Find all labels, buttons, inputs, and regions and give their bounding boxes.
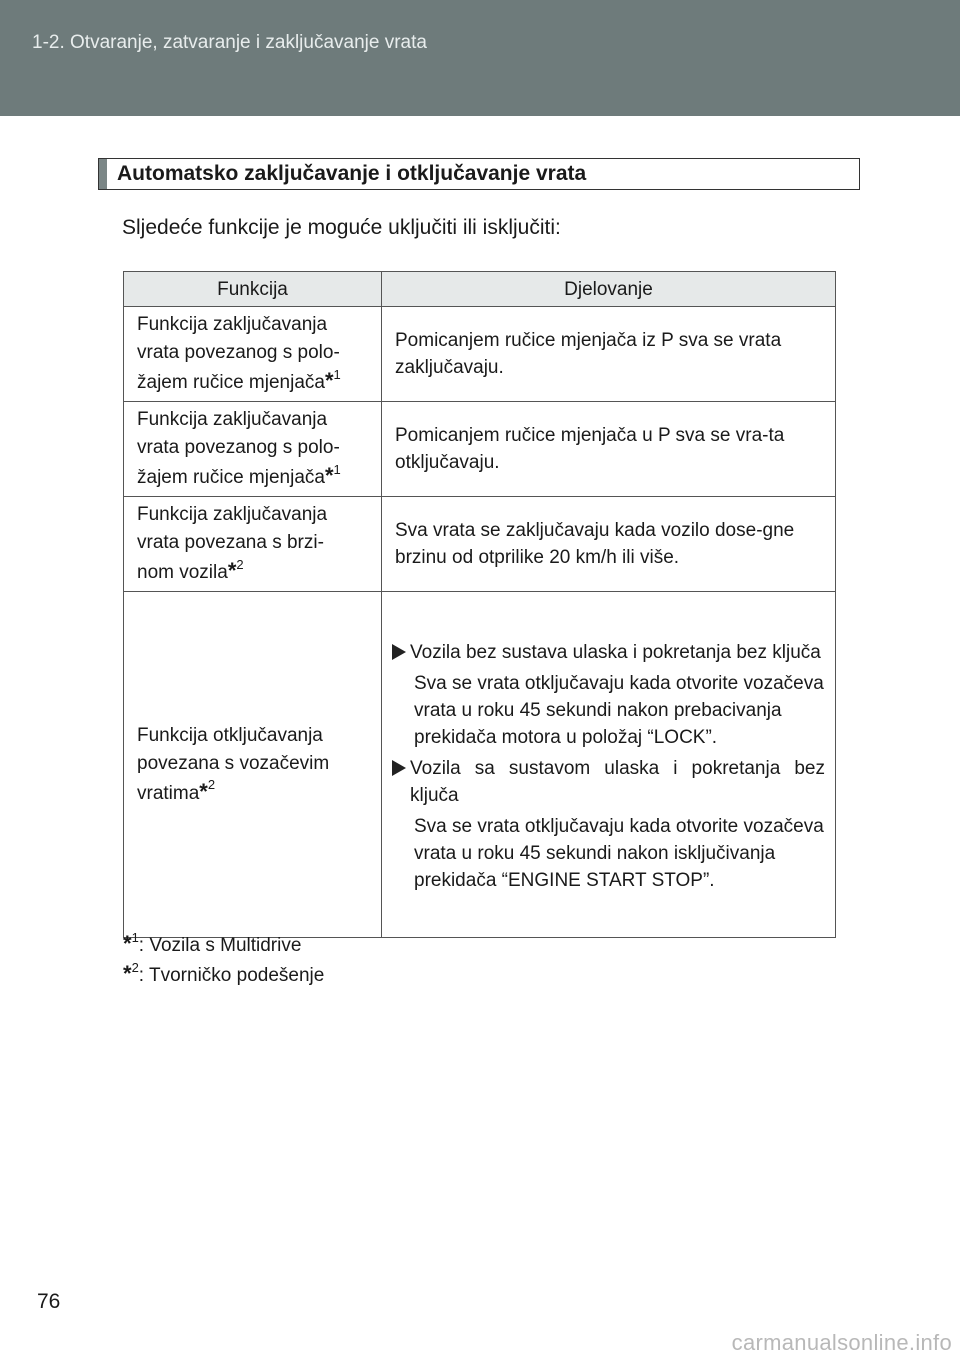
footnote-asterisk: * [123, 931, 132, 956]
function-cell [124, 592, 382, 938]
function-line: nom vozila [137, 562, 228, 583]
function-line: povezana s vozačevim [137, 752, 330, 774]
chapter-title: 1-2. Otvaranje, zatvaranje i zaključavanje vrata [32, 32, 427, 53]
function-line: Funkcija zaključavanja [137, 504, 328, 525]
function-line: Funkcija zaključavanja [137, 409, 328, 430]
bullet-item [388, 755, 825, 809]
bullet-text: Sva se vrata otključavaju kada otvorite vozačeva vrata u roku 45 sekundi nakon prebacivanja prekidača motora u položaj “LOCK”. [414, 673, 824, 748]
bullet-heading: Vozila sa sustavom ulaska i pokretanja bez ključa [410, 758, 825, 806]
header-action: Djelovanje [382, 272, 836, 307]
watermark: carmanualsonline.info [731, 1330, 952, 1355]
triangle-bullet-icon [392, 760, 406, 776]
footnote-asterisk: * [227, 558, 237, 583]
action-cell: Sva vrata se zaključavaju kada vozilo dose-gne brzinu od otprilike 20 km/h ili više. [382, 497, 836, 592]
footnote-asterisk: * [324, 463, 334, 488]
header-function: Funkcija [124, 272, 382, 307]
triangle-bullet-icon [392, 644, 406, 660]
table-header-row [124, 272, 836, 307]
footnote-asterisk: * [199, 778, 208, 804]
function-line: Funkcija zaključavanja [137, 314, 328, 335]
footnote [123, 960, 324, 990]
function-cell [124, 402, 382, 497]
function-cell [124, 307, 382, 402]
action-cell: Pomicanjem ručice mjenjača u P sva se vra-ta otključavaju. [382, 402, 836, 497]
footnotes [123, 930, 324, 990]
action-cell: Pomicanjem ručice mjenjača iz P sva se vrata zaključavaju. [382, 307, 836, 402]
table-row [124, 497, 836, 592]
section-title: Automatsko zaključavanje i otključavanje vrata [117, 162, 587, 185]
section-accent-bar [99, 159, 107, 189]
function-line: žajem ručice mjenjača [137, 467, 325, 488]
footnote-asterisk: * [123, 961, 132, 986]
footnote-number: 2 [131, 959, 139, 975]
function-line: vrata povezana s brzi- [137, 532, 324, 553]
page-number: 76 [37, 1290, 61, 1313]
footnote-asterisk: * [324, 368, 334, 393]
bullet-item [388, 639, 825, 666]
footnote-ref: 2 [236, 556, 244, 572]
bullet-text: Sva se vrata otključavaju kada otvorite vozačeva vrata u roku 45 sekundi nakon isključivanja prekidača “ENGINE START STOP”. [414, 816, 824, 891]
function-line: vrata povezanog s polo- [137, 342, 340, 363]
footnote [123, 930, 324, 960]
table-row [124, 592, 836, 938]
footnote-ref: 1 [333, 461, 341, 477]
table-row [124, 307, 836, 402]
function-cell [124, 497, 382, 592]
intro-text: Sljedeće funkcije je moguće uključiti ili isključiti: [122, 216, 561, 239]
function-line: vrata povezanog s polo- [137, 437, 340, 458]
bullet-heading: Vozila bez sustava ulaska i pokretanja bez ključa [410, 642, 821, 663]
footnote-ref: 2 [207, 777, 216, 793]
table-row [124, 402, 836, 497]
footnote-number: 1 [131, 929, 139, 945]
function-line: vratima [137, 782, 200, 804]
function-line: Funkcija otključavanja [137, 724, 323, 746]
function-line: žajem ručice mjenjača [137, 372, 325, 393]
section-heading [98, 158, 860, 190]
chapter-header-band [0, 0, 960, 116]
action-cell [382, 592, 836, 938]
footnote-text: : Tvorničko podešenje [138, 965, 325, 986]
footnote-ref: 1 [333, 366, 341, 382]
function-table [123, 271, 836, 938]
footnote-text: : Vozila s Multidrive [138, 935, 302, 956]
